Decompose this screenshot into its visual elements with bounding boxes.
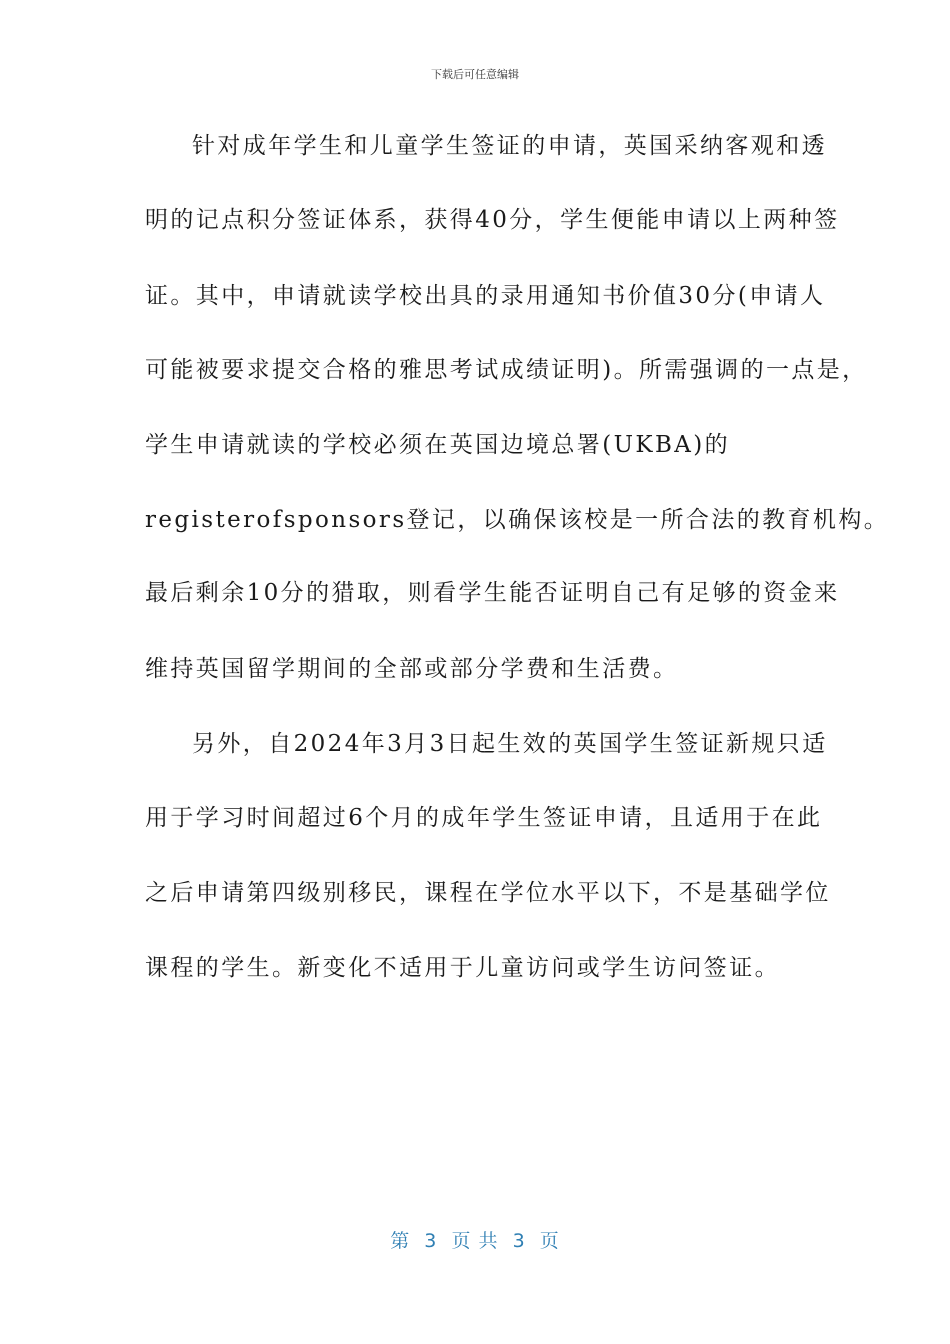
paragraph-2-line-3: 之后申请第四级别移民，课程在学位水平以下，不是基础学位 [145,880,831,906]
paragraph-1-line-3: 证。其中，申请就读学校出具的录用通知书价值30分(申请人 [145,283,826,309]
paragraph-1-line-4: 可能被要求提交合格的雅思考试成绩证明)。所需强调的一点是， [145,357,868,383]
page-header: 下载后可任意编辑 [431,68,519,81]
paragraph-2-line-4: 课程的学生。新变化不适用于儿童访问或学生访问签证。 [145,955,780,981]
paragraph-2-line-2: 用于学习时间超过6个月的成年学生签证申请，且适用于在此 [145,805,823,831]
paragraph-1-line-2: 明的记点积分签证体系，获得40分，学生便能申请以上两种签 [145,207,840,233]
paragraph-1-line-5: 学生申请就读的学校必须在英国边境总署(UKBA)的 [145,432,731,458]
paragraph-1-line-7: 最后剩余10分的猎取，则看学生能否证明自己有足够的资金来 [145,580,840,606]
paragraph-2-line-1: 另外，自2024年3月3日起生效的英国学生签证新规只适 [192,731,828,757]
paragraph-1-line-6: registerofsponsors登记，以确保该校是一所合法的教育机构。 [145,507,890,533]
page-number-footer: 第 3 页 共 3 页 [390,1230,560,1252]
paragraph-1-line-1: 针对成年学生和儿童学生签证的申请，英国采纳客观和透 [192,133,827,159]
paragraph-1-line-8: 维持英国留学期间的全部或部分学费和生活费。 [145,656,679,682]
